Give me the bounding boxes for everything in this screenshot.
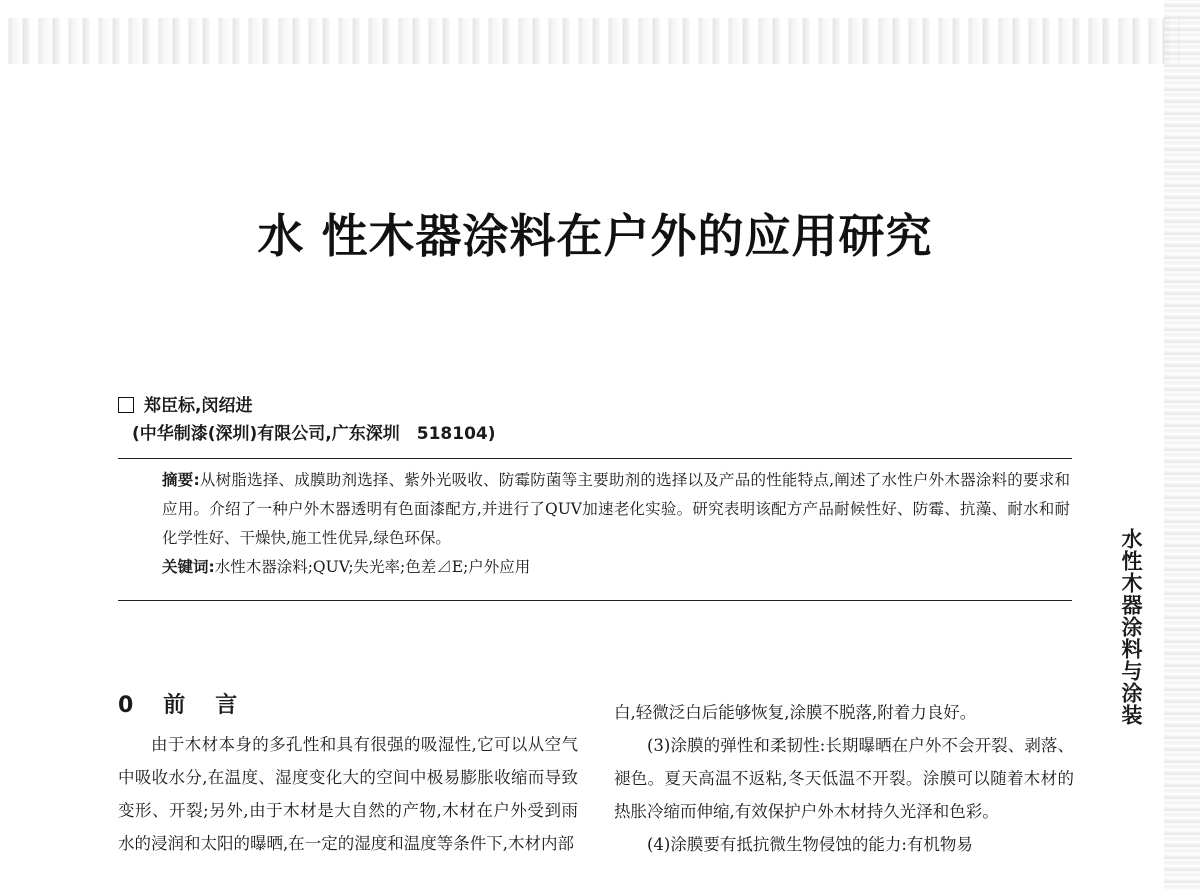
keywords-label: 关键词:	[162, 558, 215, 576]
abstract-label: 摘要:	[162, 471, 200, 489]
authors: 郑臣标,闵绍进	[144, 396, 253, 416]
left-column	[118, 688, 578, 860]
abstract-text: 从树脂选择、成膜助剂选择、紫外光吸收、防霉防菌等主要助剂的选择以及产品的性能特点,阐述了水性户外木器涂料的要求和应用。介绍了一种户外木器透明有色面漆配方,并进行了QUV加速老化实验。研究表明该配方产品耐候性好、防霉、抗藻、耐水和耐化学性好、干燥快,施工性优异,绿色环保。	[162, 471, 1071, 547]
keywords-text: 水性木器涂料;QUV;失光率;色差⊿E;户外应用	[214, 558, 531, 576]
abstract-block	[120, 466, 1070, 582]
section-heading: 0 前 言	[118, 693, 242, 718]
author-block	[118, 392, 496, 448]
paper-title: 水 性木器涂料在户外的应用研究	[257, 209, 933, 263]
intro-paragraph: 由于木材本身的多孔性和具有很强的吸湿性,它可以从空气中吸收水分,在温度、湿度变化大的空间中极易膨胀收缩而导致变形、开裂;另外,由于木材是大自然的产物,木材在户外受到雨水的浸润和太阳的曝晒,在一定的湿度和温度等条件下,木材内部	[118, 735, 578, 853]
abstract-paragraph	[120, 466, 1070, 553]
scan-artifact-band	[0, 18, 1180, 64]
abstract-top-rule	[118, 458, 1072, 459]
keywords-paragraph	[120, 553, 1070, 582]
journal-side-label: 水性木器涂料与涂装	[1119, 528, 1143, 726]
continuation-paragraph: 白,轻微泛白后能够恢复,涂膜不脱落,附着力良好。	[614, 703, 977, 722]
scan-artifact-edge	[1164, 0, 1200, 890]
right-column	[614, 696, 1074, 861]
checkbox-square-icon	[118, 397, 134, 413]
abstract-bottom-rule	[118, 600, 1072, 601]
author-line	[118, 392, 496, 420]
item-3-paragraph: (3)涂膜的弹性和柔韧性:长期曝晒在户外不会开裂、剥落、褪色。夏天高温不返粘,冬天低温不开裂。涂膜可以随着木材的热胀冷缩而伸缩,有效保护户外木材持久光泽和色彩。	[614, 736, 1074, 821]
item-4-paragraph: (4)涂膜要有抵抗微生物侵蚀的能力:有机物易	[647, 835, 973, 854]
affiliation: (中华制漆(深圳)有限公司,广东深圳 518104)	[132, 424, 496, 444]
